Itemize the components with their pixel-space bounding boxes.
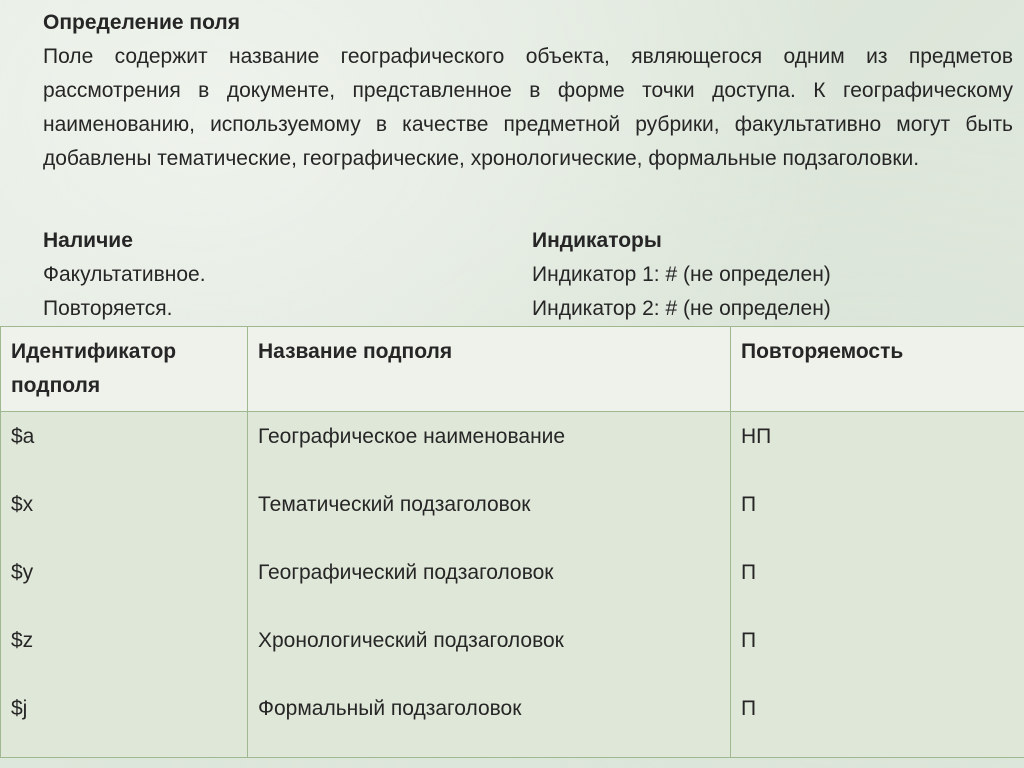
subfields-table: [0, 326, 1024, 758]
subfield-name: Географический подзаголовок: [258, 561, 554, 584]
header-subfield-name: Название подполя: [248, 327, 731, 412]
subfield-name: Тематический подзаголовок: [258, 493, 531, 516]
subfield-name: Формальный подзаголовок: [258, 697, 522, 720]
definition-text: Поле содержит название географического объекта, являющегося одним из предметов рассмотрения в документе, представленное в форме точки доступа. К географическому наименованию, используемому в качестве предметной рубрики, факультативно могут быть добавлены тематические, географические, хронологические, формальные подзаголовки.: [43, 45, 1013, 170]
header-repeatability: Повторяемость: [731, 327, 1024, 412]
presence-line-optional: Факультативное.: [43, 263, 206, 286]
subfield-id: $y: [11, 561, 34, 584]
presence-line-repeatable: Повторяется.: [43, 297, 173, 320]
subfield-name-cell: [248, 412, 731, 758]
subfield-id: $z: [11, 629, 34, 652]
presence-heading: Наличие: [43, 229, 133, 252]
table-row: [1, 412, 1024, 758]
presence-column: [43, 224, 206, 326]
indicators-heading: Индикаторы: [532, 229, 662, 252]
subfield-repeatability: П: [741, 493, 757, 516]
subfield-id-cell: [1, 412, 248, 758]
repeatability-cell: [731, 412, 1024, 758]
header-subfield-id: Идентификатор подполя: [1, 327, 248, 412]
indicators-column: [532, 224, 831, 326]
definition-heading: Определение поля: [43, 11, 240, 34]
subfield-id: $j: [11, 697, 28, 720]
subfield-repeatability: НП: [741, 425, 772, 448]
subfield-name: Географическое наименование: [258, 425, 566, 448]
indicator-1: Индикатор 1: # (не определен): [532, 263, 831, 286]
indicator-2: Индикатор 2: # (не определен): [532, 297, 831, 320]
subfield-id: $a: [11, 425, 35, 448]
subfield-repeatability: П: [741, 629, 757, 652]
subfield-repeatability: П: [741, 697, 757, 720]
subfield-id: $x: [11, 493, 34, 516]
subfield-name: Хронологический подзаголовок: [258, 629, 564, 652]
table-header-row: [1, 327, 1024, 412]
subfield-repeatability: П: [741, 561, 757, 584]
field-definition: [43, 6, 1013, 176]
